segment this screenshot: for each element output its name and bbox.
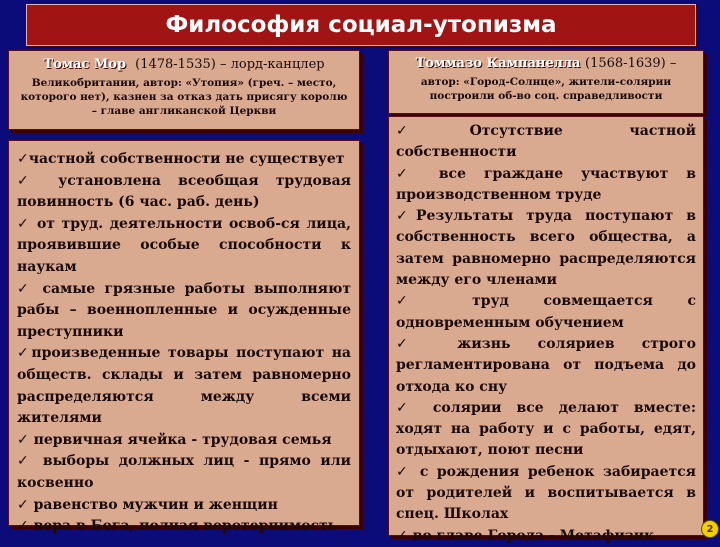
check-icon: ✓ bbox=[396, 463, 412, 480]
more-name: Томас Мор bbox=[43, 57, 127, 72]
right-idea-item bbox=[396, 462, 696, 526]
check-icon: ✓ bbox=[396, 527, 408, 544]
check-icon: ✓ bbox=[17, 172, 42, 189]
slide-title: Философия социал-утопизма bbox=[26, 4, 696, 46]
left-idea-item bbox=[17, 516, 351, 538]
more-name-line bbox=[17, 57, 351, 72]
campanella-ideas-list bbox=[396, 121, 696, 547]
left-idea-item bbox=[17, 279, 351, 344]
campanella-name: Томмазо Кампанелла bbox=[415, 56, 581, 71]
check-icon: ✓ bbox=[396, 293, 438, 310]
left-idea-text: равенство мужчин и женщин bbox=[28, 496, 278, 513]
check-icon: ✓ bbox=[396, 208, 416, 225]
check-icon: ✓ bbox=[396, 165, 421, 182]
left-idea-text: первичная ячейка - трудовая семья bbox=[28, 431, 332, 448]
right-idea-text: Результаты труда поступают в собственность всего общества, а затем равномерно распределяются между его членами bbox=[396, 208, 696, 289]
right-idea-item bbox=[396, 291, 696, 334]
right-idea-item bbox=[396, 121, 696, 164]
more-header-panel bbox=[8, 50, 360, 130]
right-idea-text: труд совмещается с одновременным обучением bbox=[396, 293, 697, 331]
left-idea-text: от труд. деятельности освоб-ся лица, проявившие особые способности к наукам bbox=[17, 215, 351, 275]
left-idea-text: вера в Бога, полная веротерпимость bbox=[28, 518, 338, 535]
left-idea-item bbox=[17, 149, 351, 171]
left-idea-item bbox=[17, 171, 351, 214]
right-idea-text: во главе Города - Метафизик bbox=[407, 527, 655, 544]
left-idea-item bbox=[17, 495, 351, 517]
check-icon: ✓ bbox=[17, 496, 29, 513]
campanella-name-line bbox=[397, 56, 695, 71]
right-idea-text: жизнь соляриев строго регламентирована от подъема до отхода ко сну bbox=[396, 335, 696, 395]
right-idea-item bbox=[396, 526, 696, 547]
left-idea-text: произведенные товары поступают на обществ. склады и затем равномерно распределяются между всеми жителями bbox=[17, 345, 352, 427]
check-icon: ✓ bbox=[17, 453, 34, 470]
right-idea-item bbox=[396, 398, 696, 462]
right-idea-item bbox=[396, 334, 696, 398]
check-icon: ✓ bbox=[17, 215, 31, 232]
more-role: – лорд-канцлер bbox=[215, 57, 325, 72]
left-idea-item bbox=[17, 430, 351, 452]
left-idea-item bbox=[17, 451, 351, 494]
check-icon: ✓ bbox=[17, 518, 29, 535]
right-idea-text: солярии все делают вместе: ходят на работу и с работы, едят, отдыхают, поют песни bbox=[396, 399, 696, 459]
check-icon: ✓ bbox=[396, 335, 431, 352]
campanella-description: автор: «Город-Солнце», жители-солярии построили об-во соц. справедливости bbox=[420, 76, 672, 102]
left-idea-text: установлена всеобщая трудовая повинность (6 час. раб. день) bbox=[17, 172, 351, 211]
more-description: Великобритании, автор: «Утопия» (греч. – место, которого нет), казнен за отказ дать присягу королю – главе англиканской Церкви bbox=[20, 77, 348, 117]
check-icon: ✓ bbox=[17, 280, 34, 297]
right-idea-text: все граждане участвуют в производственном труде bbox=[396, 165, 696, 203]
left-idea-text: выборы должных лиц - прямо или косвенно bbox=[17, 453, 352, 491]
check-icon: ✓ bbox=[17, 345, 32, 362]
right-idea-item bbox=[396, 206, 696, 291]
right-idea-text: Отсутствие частной собственности bbox=[396, 123, 696, 161]
campanella-ideas-panel bbox=[388, 116, 704, 544]
corner-badge-icon: 2 bbox=[701, 520, 719, 538]
check-icon: ✓ bbox=[396, 399, 418, 416]
left-idea-item bbox=[17, 214, 351, 279]
campanella-role: – bbox=[665, 56, 677, 71]
left-idea-text: самые грязные работы выполняют рабы – военнопленные и осужденные преступники bbox=[17, 280, 351, 340]
check-icon: ✓ bbox=[396, 123, 470, 139]
campanella-years: (1568-1639) bbox=[585, 56, 666, 71]
left-idea-item bbox=[17, 343, 351, 429]
more-ideas-list bbox=[17, 149, 351, 538]
more-ideas-panel bbox=[8, 140, 360, 535]
right-idea-text: с рождения ребенок забирается от родителей и воспитывается в спец. Школах bbox=[396, 463, 697, 523]
left-idea-text: частной собственности не существует bbox=[28, 151, 345, 167]
right-idea-item bbox=[396, 164, 696, 207]
check-icon: ✓ bbox=[17, 151, 29, 167]
more-years: (1478-1535) bbox=[135, 57, 216, 72]
check-icon: ✓ bbox=[17, 431, 29, 448]
campanella-header-panel bbox=[388, 50, 704, 114]
